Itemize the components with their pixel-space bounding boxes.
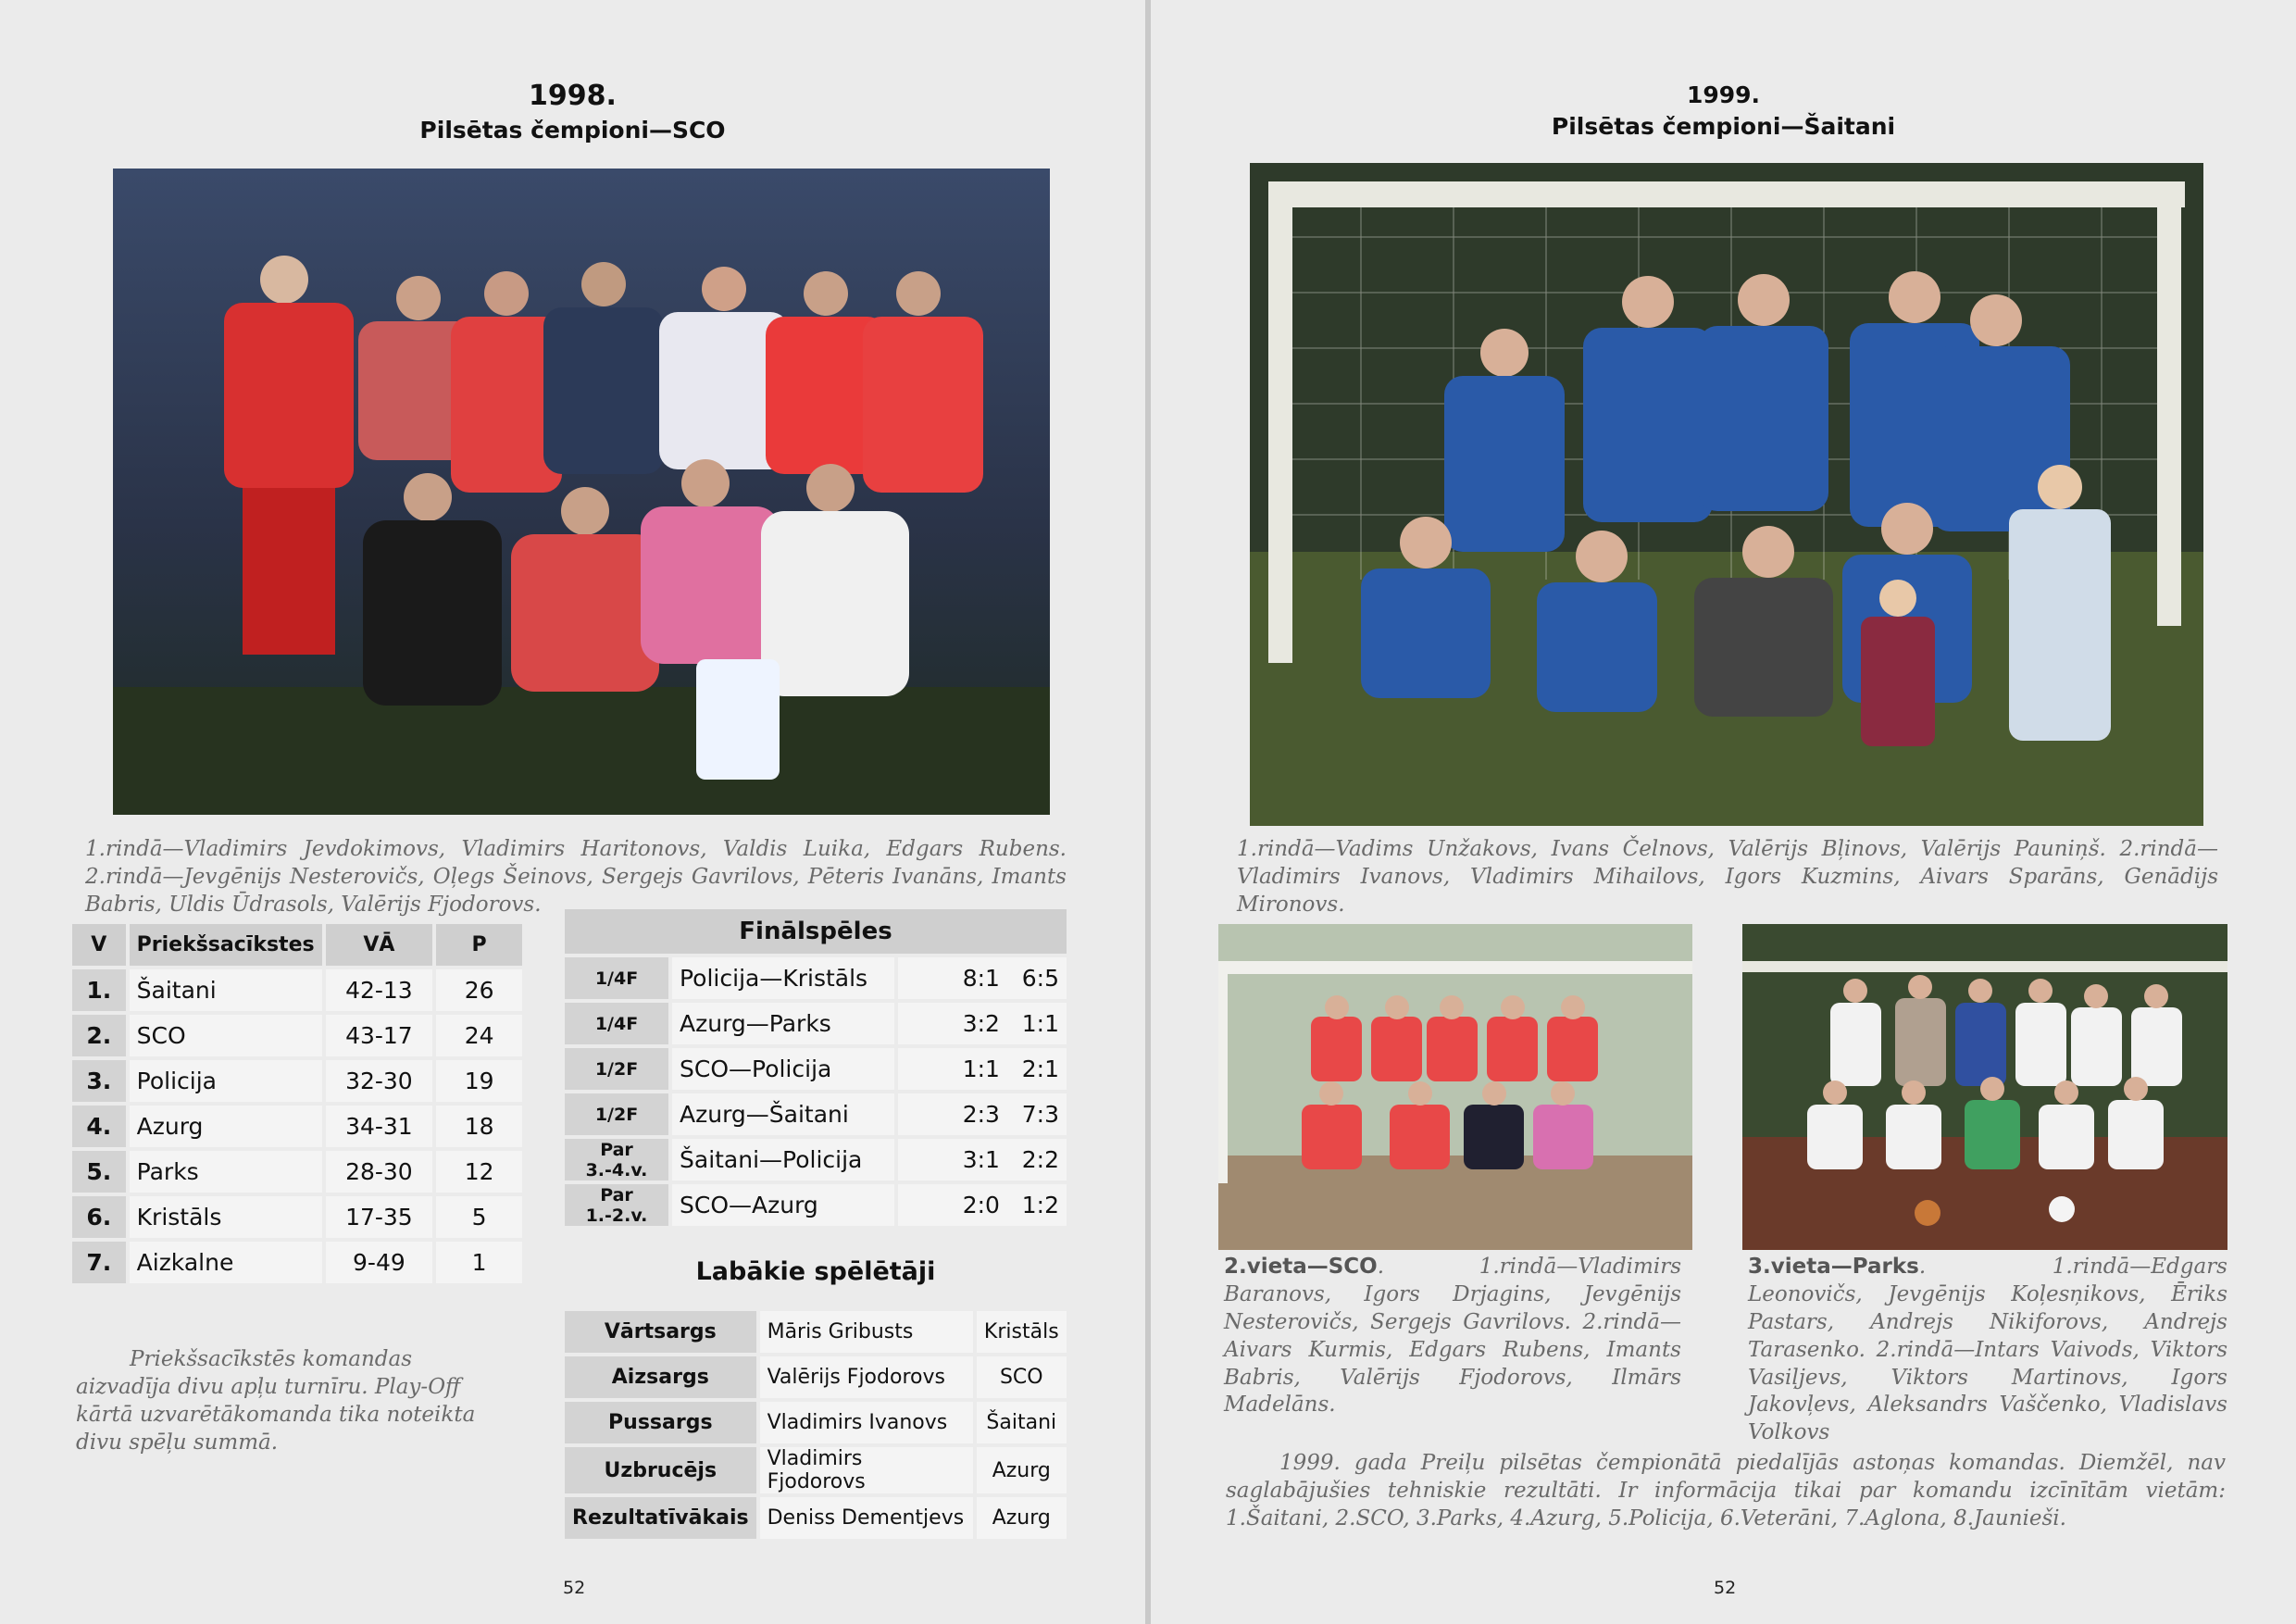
team-photo-saitani <box>1250 163 2203 826</box>
table-row <box>72 1015 522 1056</box>
team-cell: SCO <box>130 1015 322 1056</box>
score-second-leg: 2:2 <box>1021 1146 1059 1173</box>
col-header-position: V <box>72 924 126 966</box>
score-cell <box>898 1093 1067 1135</box>
match-cell: Azurg—Parks <box>672 1003 894 1044</box>
finals-header-row <box>565 909 1067 954</box>
team-cell: Kristāls <box>977 1311 1067 1353</box>
position-cell: 6. <box>72 1196 126 1238</box>
team-cell: Policija <box>130 1060 322 1102</box>
best-players-table <box>561 1307 1070 1543</box>
score-second-leg: 1:1 <box>1021 1010 1059 1037</box>
goals-cell: 32-30 <box>326 1060 433 1102</box>
table-row <box>565 1447 1067 1493</box>
score-cell <box>898 1048 1067 1090</box>
points-cell: 12 <box>436 1151 522 1193</box>
position-cell: 5. <box>72 1151 126 1193</box>
second-place-photo-image <box>1218 924 1692 1250</box>
table-row <box>72 1151 522 1193</box>
points-cell: 24 <box>436 1015 522 1056</box>
finals-title: Finālspēles <box>565 909 1067 954</box>
third-place-caption <box>1748 1254 2227 1447</box>
table-row <box>565 1093 1067 1135</box>
second-place-label: 2.vieta—SCO <box>1224 1255 1378 1279</box>
third-place-caption-text: . 1.rindā—Edgars Leonovičs, Jevgēnijs Koļesņikovs, Ēriks Pastars, Andrejs Nikiforovs, Andrejs Tarasenko. 2.rindā—Intars Vaivods, Viktors Vasiļjevs, Viktors Martinovs, Igors Jakovļevs, Aleksandrs Vaščenko, Vladislavs Volkovs <box>1748 1255 2227 1445</box>
col-header-goals: VĀ <box>326 924 433 966</box>
round-cell: 1/4F <box>565 1003 668 1044</box>
third-place-label: 3.vieta—Parks <box>1748 1255 1919 1279</box>
second-place-caption <box>1224 1254 1681 1419</box>
right-page <box>1151 0 2296 1624</box>
best-players-title: Labākie spēlētāji <box>695 1257 936 1286</box>
player-cell: Vladimirs Fjodorovs <box>760 1447 973 1493</box>
team-cell: Aizkalne <box>130 1242 322 1283</box>
team-cell: SCO <box>977 1356 1067 1398</box>
table-row <box>565 1003 1067 1044</box>
score-cell <box>898 1184 1067 1226</box>
season-note: 1999. gada Preiļu pilsētas čempionātā piedalījās astoņas komandas. Diemžēl, nav saglabājušies tehniskie rezultāti. Ir informācija tikai par komandu izcīnītām vietām: 1.Šaitani, 2.SCO, 3.Parks, 4.Azurg, 5.Policija, 6.Veterāni, 7.Aglona, 8.Jaunieši. <box>1226 1451 2226 1530</box>
role-cell: Vārtsargs <box>565 1311 756 1353</box>
points-cell: 26 <box>436 969 522 1011</box>
score-first-leg: 3:1 <box>962 1146 1000 1173</box>
team-cell: Azurg <box>130 1106 322 1147</box>
table-row <box>565 1139 1067 1181</box>
team-photo-sco <box>113 169 1050 815</box>
player-cell: Māris Gribusts <box>760 1311 973 1353</box>
points-cell: 18 <box>436 1106 522 1147</box>
page-number: 52 <box>563 1578 586 1598</box>
page-title-year: 1998. <box>529 80 617 112</box>
score-second-leg: 6:5 <box>1021 965 1059 992</box>
team-cell: Šaitani <box>130 969 322 1011</box>
team-cell: Azurg <box>977 1447 1067 1493</box>
position-cell: 7. <box>72 1242 126 1283</box>
table-row <box>72 1196 522 1238</box>
goals-cell: 42-13 <box>326 969 433 1011</box>
team-photo-image <box>113 169 1050 815</box>
score-cell <box>898 1003 1067 1044</box>
table-row <box>565 1402 1067 1443</box>
page-number: 52 <box>1714 1578 1737 1598</box>
col-header-points: P <box>436 924 522 966</box>
points-cell: 5 <box>436 1196 522 1238</box>
role-cell: Uzbrucējs <box>565 1447 756 1493</box>
team-cell: Azurg <box>977 1497 1067 1539</box>
position-cell: 2. <box>72 1015 126 1056</box>
score-cell <box>898 1139 1067 1181</box>
table-row <box>565 1356 1067 1398</box>
table-row <box>72 969 522 1011</box>
table-row <box>72 1060 522 1102</box>
round-cell: Par 1.-2.v. <box>565 1184 668 1226</box>
round-cell: 1/4F <box>565 957 668 999</box>
table-row <box>565 1311 1067 1353</box>
round-cell: 1/2F <box>565 1093 668 1135</box>
score-first-leg: 2:3 <box>962 1101 1000 1128</box>
score-cell <box>898 957 1067 999</box>
page-title-year: 1999. <box>1686 81 1761 108</box>
standings-header-row <box>72 924 522 966</box>
team-photo-third-place <box>1742 924 2227 1250</box>
team-photo-image <box>1250 163 2203 826</box>
second-place-caption-text: . 1.rindā—Vladimirs Baranovs, Igors Drjagins, Jevgēnijs Nesterovičs, Sergejs Gavrilovs. 2.rindā—Aivars Kurmis, Edgars Rubens, Imants Babris, Valērijs Fjodorovs, Ilmārs Madelāns. <box>1224 1255 1681 1418</box>
player-cell: Vladimirs Ivanovs <box>760 1402 973 1443</box>
table-row <box>72 1106 522 1147</box>
score-first-leg: 1:1 <box>962 1056 1000 1082</box>
goals-cell: 9-49 <box>326 1242 433 1283</box>
role-cell: Pussargs <box>565 1402 756 1443</box>
match-cell: SCO—Azurg <box>672 1184 894 1226</box>
position-cell: 3. <box>72 1060 126 1102</box>
table-row <box>72 1242 522 1283</box>
goals-cell: 17-35 <box>326 1196 433 1238</box>
position-cell: 4. <box>72 1106 126 1147</box>
match-cell: SCO—Policija <box>672 1048 894 1090</box>
photo-caption: 1.rindā—Vadims Unžakovs, Ivans Čelnovs, Valērijs Bļinovs, Valērijs Pauniņš. 2.rindā—Vladimirs Ivanovs, Vladimirs Mihailovs, Igors Kuzmins, Aivars Sparāns, Genādijs Mironovs. <box>1237 837 2218 917</box>
col-header-team: Priekšsacīkstes <box>130 924 322 966</box>
table-row <box>565 1048 1067 1090</box>
team-cell: Parks <box>130 1151 322 1193</box>
table-row <box>565 957 1067 999</box>
third-place-photo-image <box>1742 924 2227 1250</box>
tournament-note: Priekšsacīkstēs komandas aizvadīja divu apļu turnīru. Play-Off kārtā uzvarētākomanda tika noteikta divu spēļu summā. <box>76 1347 476 1455</box>
photo-caption: 1.rindā—Vladimirs Jevdokimovs, Vladimirs Haritonovs, Valdis Luika, Edgars Rubens. 2.rindā—Jevgēnijs Nesterovičs, Oļegs Šeinovs, Sergejs Gavrilovs, Pēteris Ivanāns, Imants Babris, Uldis Ūdrasols, Valērijs Fjodorovs. <box>85 837 1067 917</box>
match-cell: Azurg—Šaitani <box>672 1093 894 1135</box>
score-second-leg: 1:2 <box>1021 1192 1059 1218</box>
goals-cell: 34-31 <box>326 1106 433 1147</box>
role-cell: Rezultatīvākais <box>565 1497 756 1539</box>
finals-table <box>561 906 1070 1230</box>
round-cell: Par 3.-4.v. <box>565 1139 668 1181</box>
score-second-leg: 7:3 <box>1021 1101 1059 1128</box>
page-subtitle: Pilsētas čempioni—Šaitani <box>1551 113 1896 140</box>
score-first-leg: 8:1 <box>962 965 1000 992</box>
score-second-leg: 2:1 <box>1021 1056 1059 1082</box>
page-subtitle: Pilsētas čempioni—SCO <box>419 117 726 144</box>
points-cell: 19 <box>436 1060 522 1102</box>
goals-cell: 28-30 <box>326 1151 433 1193</box>
score-first-leg: 3:2 <box>962 1010 1000 1037</box>
team-cell: Šaitani <box>977 1402 1067 1443</box>
position-cell: 1. <box>72 969 126 1011</box>
score-first-leg: 2:0 <box>962 1192 1000 1218</box>
match-cell: Policija—Kristāls <box>672 957 894 999</box>
role-cell: Aizsargs <box>565 1356 756 1398</box>
match-cell: Šaitani—Policija <box>672 1139 894 1181</box>
player-cell: Deniss Dementjevs <box>760 1497 973 1539</box>
table-row <box>565 1184 1067 1226</box>
left-page <box>0 0 1145 1624</box>
standings-table <box>69 920 526 1287</box>
round-cell: 1/2F <box>565 1048 668 1090</box>
goals-cell: 43-17 <box>326 1015 433 1056</box>
team-cell: Kristāls <box>130 1196 322 1238</box>
player-cell: Valērijs Fjodorovs <box>760 1356 973 1398</box>
table-row <box>565 1497 1067 1539</box>
points-cell: 1 <box>436 1242 522 1283</box>
team-photo-second-place <box>1218 924 1692 1250</box>
